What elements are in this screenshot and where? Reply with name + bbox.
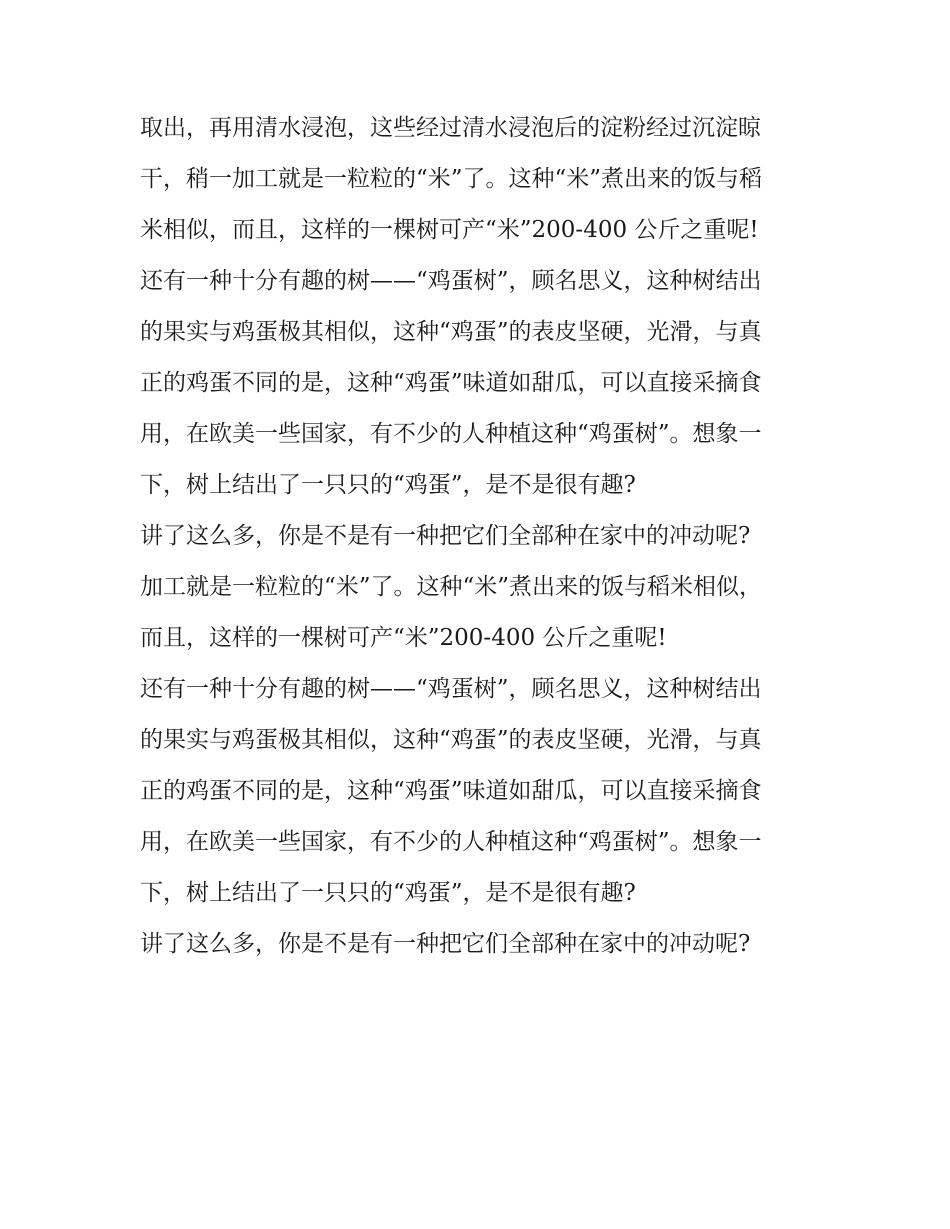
text-line: 而且，这样的一棵树可产“米”200-400 公斤之重呢!	[140, 625, 667, 651]
text-line: 干，稍一加工就是一粒粒的“米”了。这种“米”煮出来的饭与稻	[140, 166, 763, 192]
text-line: 还有一种十分有趣的树——“鸡蛋树”，顾名思义，这种树结出	[140, 268, 762, 294]
text-line: 米相似，而且，这样的一棵树可产“米”200-400 公斤之重呢!	[140, 217, 759, 243]
text-line: 正的鸡蛋不同的是，这种“鸡蛋”味道如甜瓜，可以直接采摘食	[140, 370, 762, 396]
text-line: 下，树上结出了一只只的“鸡蛋”，是不是很有趣?	[140, 472, 636, 498]
document-body	[140, 103, 820, 970]
text-line: 的果实与鸡蛋极其相似，这种“鸡蛋”的表皮坚硬，光滑，与真	[140, 319, 762, 345]
text-line: 讲了这么多，你是不是有一种把它们全部种在家中的冲动呢?	[140, 523, 751, 549]
text-line: 取出，再用清水浸泡，这些经过清水浸泡后的淀粉经过沉淀晾	[140, 115, 761, 141]
text-line: 正的鸡蛋不同的是，这种“鸡蛋”味道如甜瓜，可以直接采摘食	[140, 778, 762, 804]
text-line: 用，在欧美一些国家，有不少的人种植这种“鸡蛋树”。想象一	[140, 421, 762, 447]
text-line: 讲了这么多，你是不是有一种把它们全部种在家中的冲动呢?	[140, 931, 751, 957]
text-line: 加工就是一粒粒的“米”了。这种“米”煮出来的饭与稻米相似，	[140, 574, 763, 600]
text-line: 的果实与鸡蛋极其相似，这种“鸡蛋”的表皮坚硬，光滑，与真	[140, 727, 762, 753]
text-line: 下，树上结出了一只只的“鸡蛋”，是不是很有趣?	[140, 880, 636, 906]
text-line: 还有一种十分有趣的树——“鸡蛋树”，顾名思义，这种树结出	[140, 676, 762, 702]
text-line: 用，在欧美一些国家，有不少的人种植这种“鸡蛋树”。想象一	[140, 829, 762, 855]
